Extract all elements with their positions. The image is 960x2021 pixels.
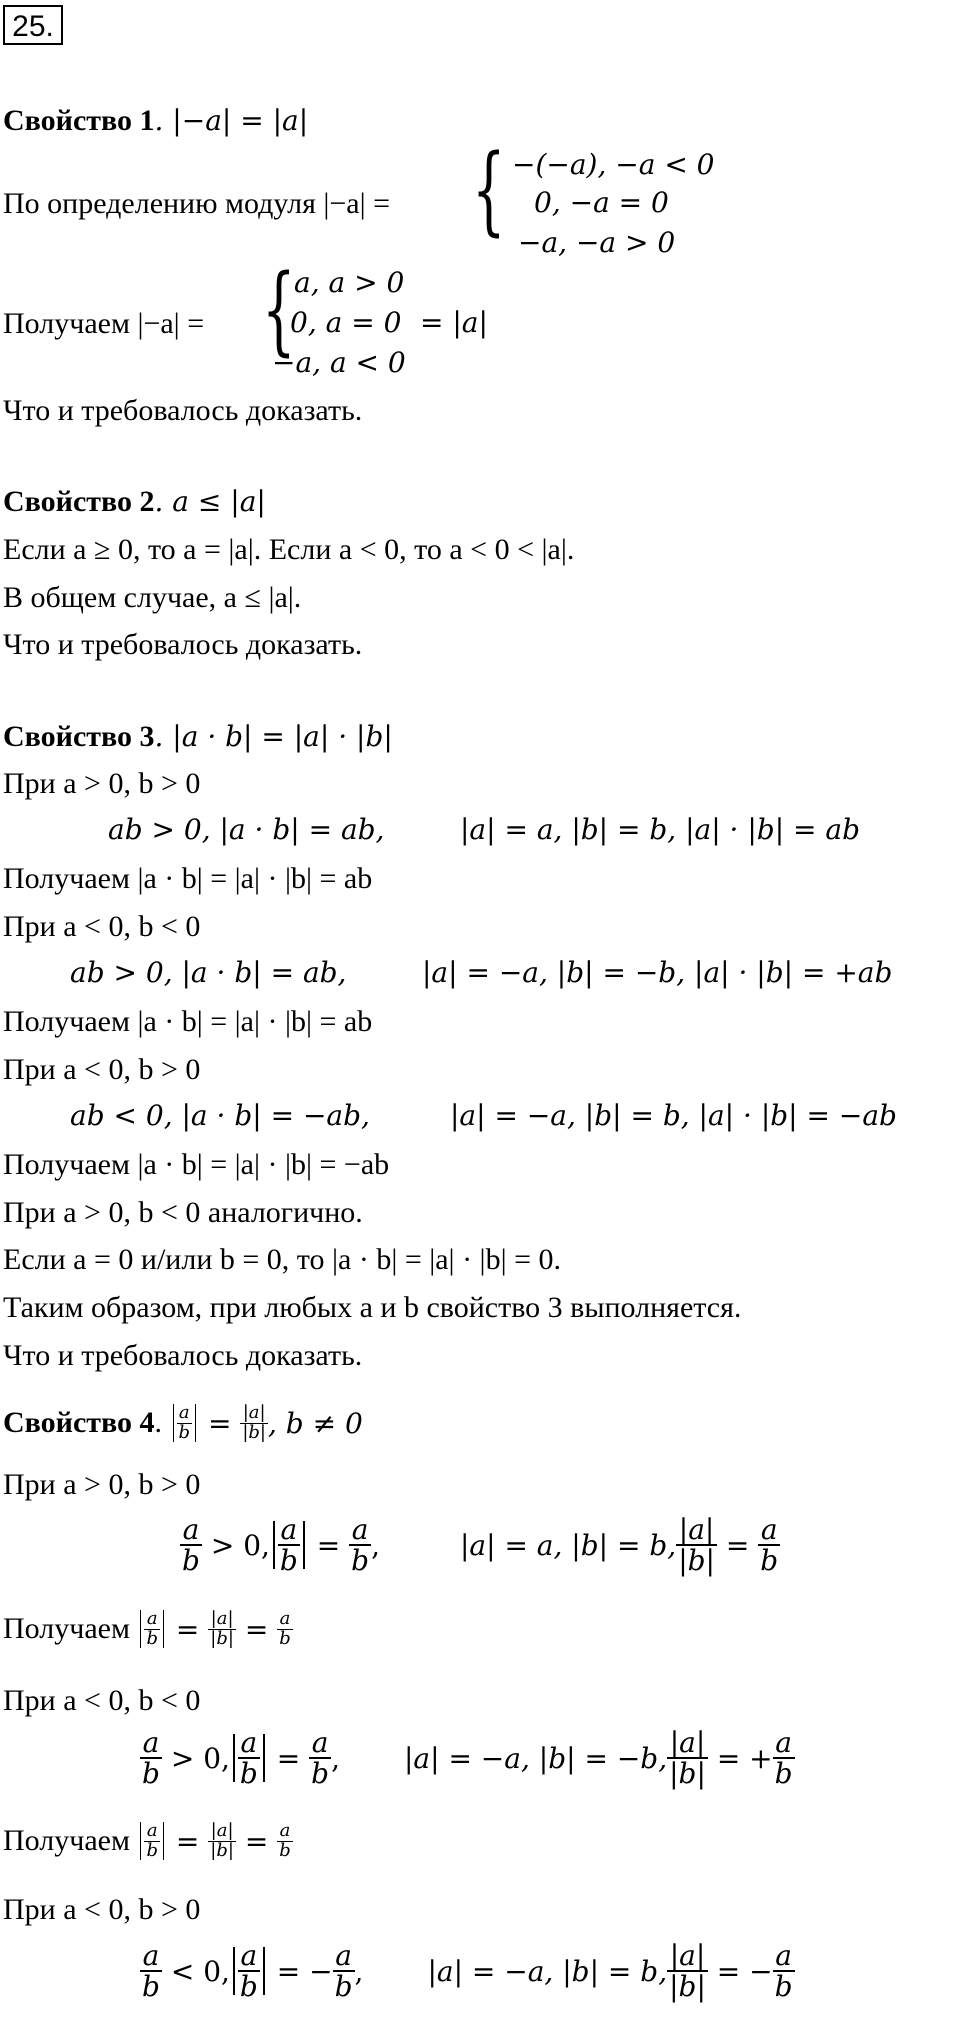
result-case-2: 0, a = 0 — [290, 306, 402, 339]
property-3-zero-case: Если a = 0 и/или b = 0, то |a · b| = |a| · |b| = 0. — [3, 1243, 561, 1276]
fraction-a-over-b: $\frac{a}{b}$ — [178, 1402, 191, 1443]
left-brace-icon: { — [472, 134, 506, 246]
abs-bar-left — [173, 1404, 174, 1442]
property-4-case-1-formula: $\frac{a}{b}$ > 0, $\frac{a}{b}$ = $\frac{a}{b}$ , |a| = a, |b| = b, $\frac{|a|}{|b|}$ = $\frac{a}{b}$ — [182, 1513, 779, 1578]
problem-number: 25. — [3, 5, 63, 45]
fraction-abs-a-over-abs-b: $\frac{|a|}{|b|}$ — [242, 1402, 266, 1443]
property-3-case-1-right: |a| = a, |b| = b, |a| · |b| = ab — [460, 813, 861, 846]
property-1-heading — [3, 103, 308, 139]
property-3-case-3-right: |a| = −a, |b| = b, |a| · |b| = −ab — [450, 1099, 897, 1132]
property-4-condition: , b ≠ 0 — [267, 1406, 363, 1440]
property-4-case-3: При a < 0, b > 0 — [3, 1893, 201, 1926]
property-3-statement: . |a · b| = |a| · |b| — [154, 720, 393, 753]
property-4-case-1: При a > 0, b > 0 — [3, 1468, 201, 1501]
property-3-heading — [3, 719, 393, 755]
abs-bar-right — [195, 1404, 196, 1442]
result-equals-abs-a: = |a| — [420, 306, 488, 339]
property-4-result-1: Получаем $\frac{a}{b}$ = $\frac{|a|}{|b|}$ = $\frac{a}{b}$ — [3, 1608, 291, 1649]
property-4-case-3-formula: $\frac{a}{b}$ < 0, $\frac{a}{b}$ = − $\frac{a}{b}$ , |a| = −a, |b| = b, $\frac{|a|}{|b|}$ = − $\frac{a}{b}$ — [142, 1939, 793, 2004]
property-2-qed: Что и требовалось доказать. — [3, 628, 363, 661]
property-1-definition: По определению модуля |−a| = — [3, 187, 391, 220]
property-4-case-2-formula: $\frac{a}{b}$ > 0, $\frac{a}{b}$ = $\frac{a}{b}$ , |a| = −a, |b| = −b, $\frac{|a|}{|b|}$ = + $\frac{a}{b}$ — [142, 1726, 793, 1791]
property-1-result: Получаем |−a| = — [3, 307, 205, 340]
property-3-case-4: При a > 0, b < 0 аналогично. — [3, 1196, 363, 1229]
property-4-case-2: При a < 0, b < 0 — [3, 1684, 201, 1717]
property-3-result-3: Получаем |a · b| = |a| · |b| = −ab — [3, 1148, 390, 1181]
result-case-1: a, a > 0 — [294, 266, 405, 299]
property-3-conclusion: Таким образом, при любых a и b свойство 3 выполняется. — [3, 1291, 742, 1324]
result-case-3: −a, a < 0 — [272, 346, 406, 379]
property-4-title: Свойство 4 — [3, 1406, 155, 1440]
definition-case-3: −a, −a > 0 — [518, 226, 676, 259]
property-3-case-1-left: ab > 0, |a · b| = ab, — [108, 813, 385, 846]
property-3-case-1: При a > 0, b > 0 — [3, 767, 201, 800]
property-4-result-2: Получаем $\frac{a}{b}$ = $\frac{|a|}{|b|}$ = $\frac{a}{b}$ — [3, 1820, 291, 1861]
property-3-case-3: При a < 0, b > 0 — [3, 1053, 201, 1086]
property-2-title: Свойство 2 — [3, 485, 155, 518]
property-3-case-2: При a < 0, b < 0 — [3, 910, 201, 943]
property-3-result-1: Получаем |a · b| = |a| · |b| = ab — [3, 862, 373, 895]
property-2-heading — [3, 484, 266, 520]
property-4-heading: Свойство 4 . $\frac{a}{b}$ = $\frac{|a|}{|b|}$ , b ≠ 0 — [3, 1402, 363, 1443]
property-3-case-2-right: |a| = −a, |b| = −b, |a| · |b| = +ab — [422, 956, 893, 989]
property-2-line-1: Если a ≥ 0, то a = |a|. Если a < 0, то a < 0 < |a|. — [3, 533, 575, 566]
property-3-case-3-left: ab < 0, |a · b| = −ab, — [70, 1099, 370, 1132]
left-brace-icon: { — [262, 254, 296, 366]
property-2-line-2: В общем случае, a ≤ |a|. — [3, 581, 302, 614]
property-1-qed: Что и требовалось доказать. — [3, 394, 363, 427]
definition-case-2: 0, −a = 0 — [534, 186, 669, 219]
property-2-statement: . a ≤ |a| — [154, 485, 266, 518]
property-3-result-2: Получаем |a · b| = |a| · |b| = ab — [3, 1005, 373, 1038]
property-3-case-2-left: ab > 0, |a · b| = ab, — [70, 956, 347, 989]
definition-case-1: −(−a), −a < 0 — [512, 148, 715, 181]
property-3-qed: Что и требовалось доказать. — [3, 1339, 363, 1372]
property-1-title: Свойство 1 — [3, 104, 155, 137]
property-3-title: Свойство 3 — [3, 720, 155, 753]
property-1-statement: . |−a| = |a| — [154, 104, 309, 137]
